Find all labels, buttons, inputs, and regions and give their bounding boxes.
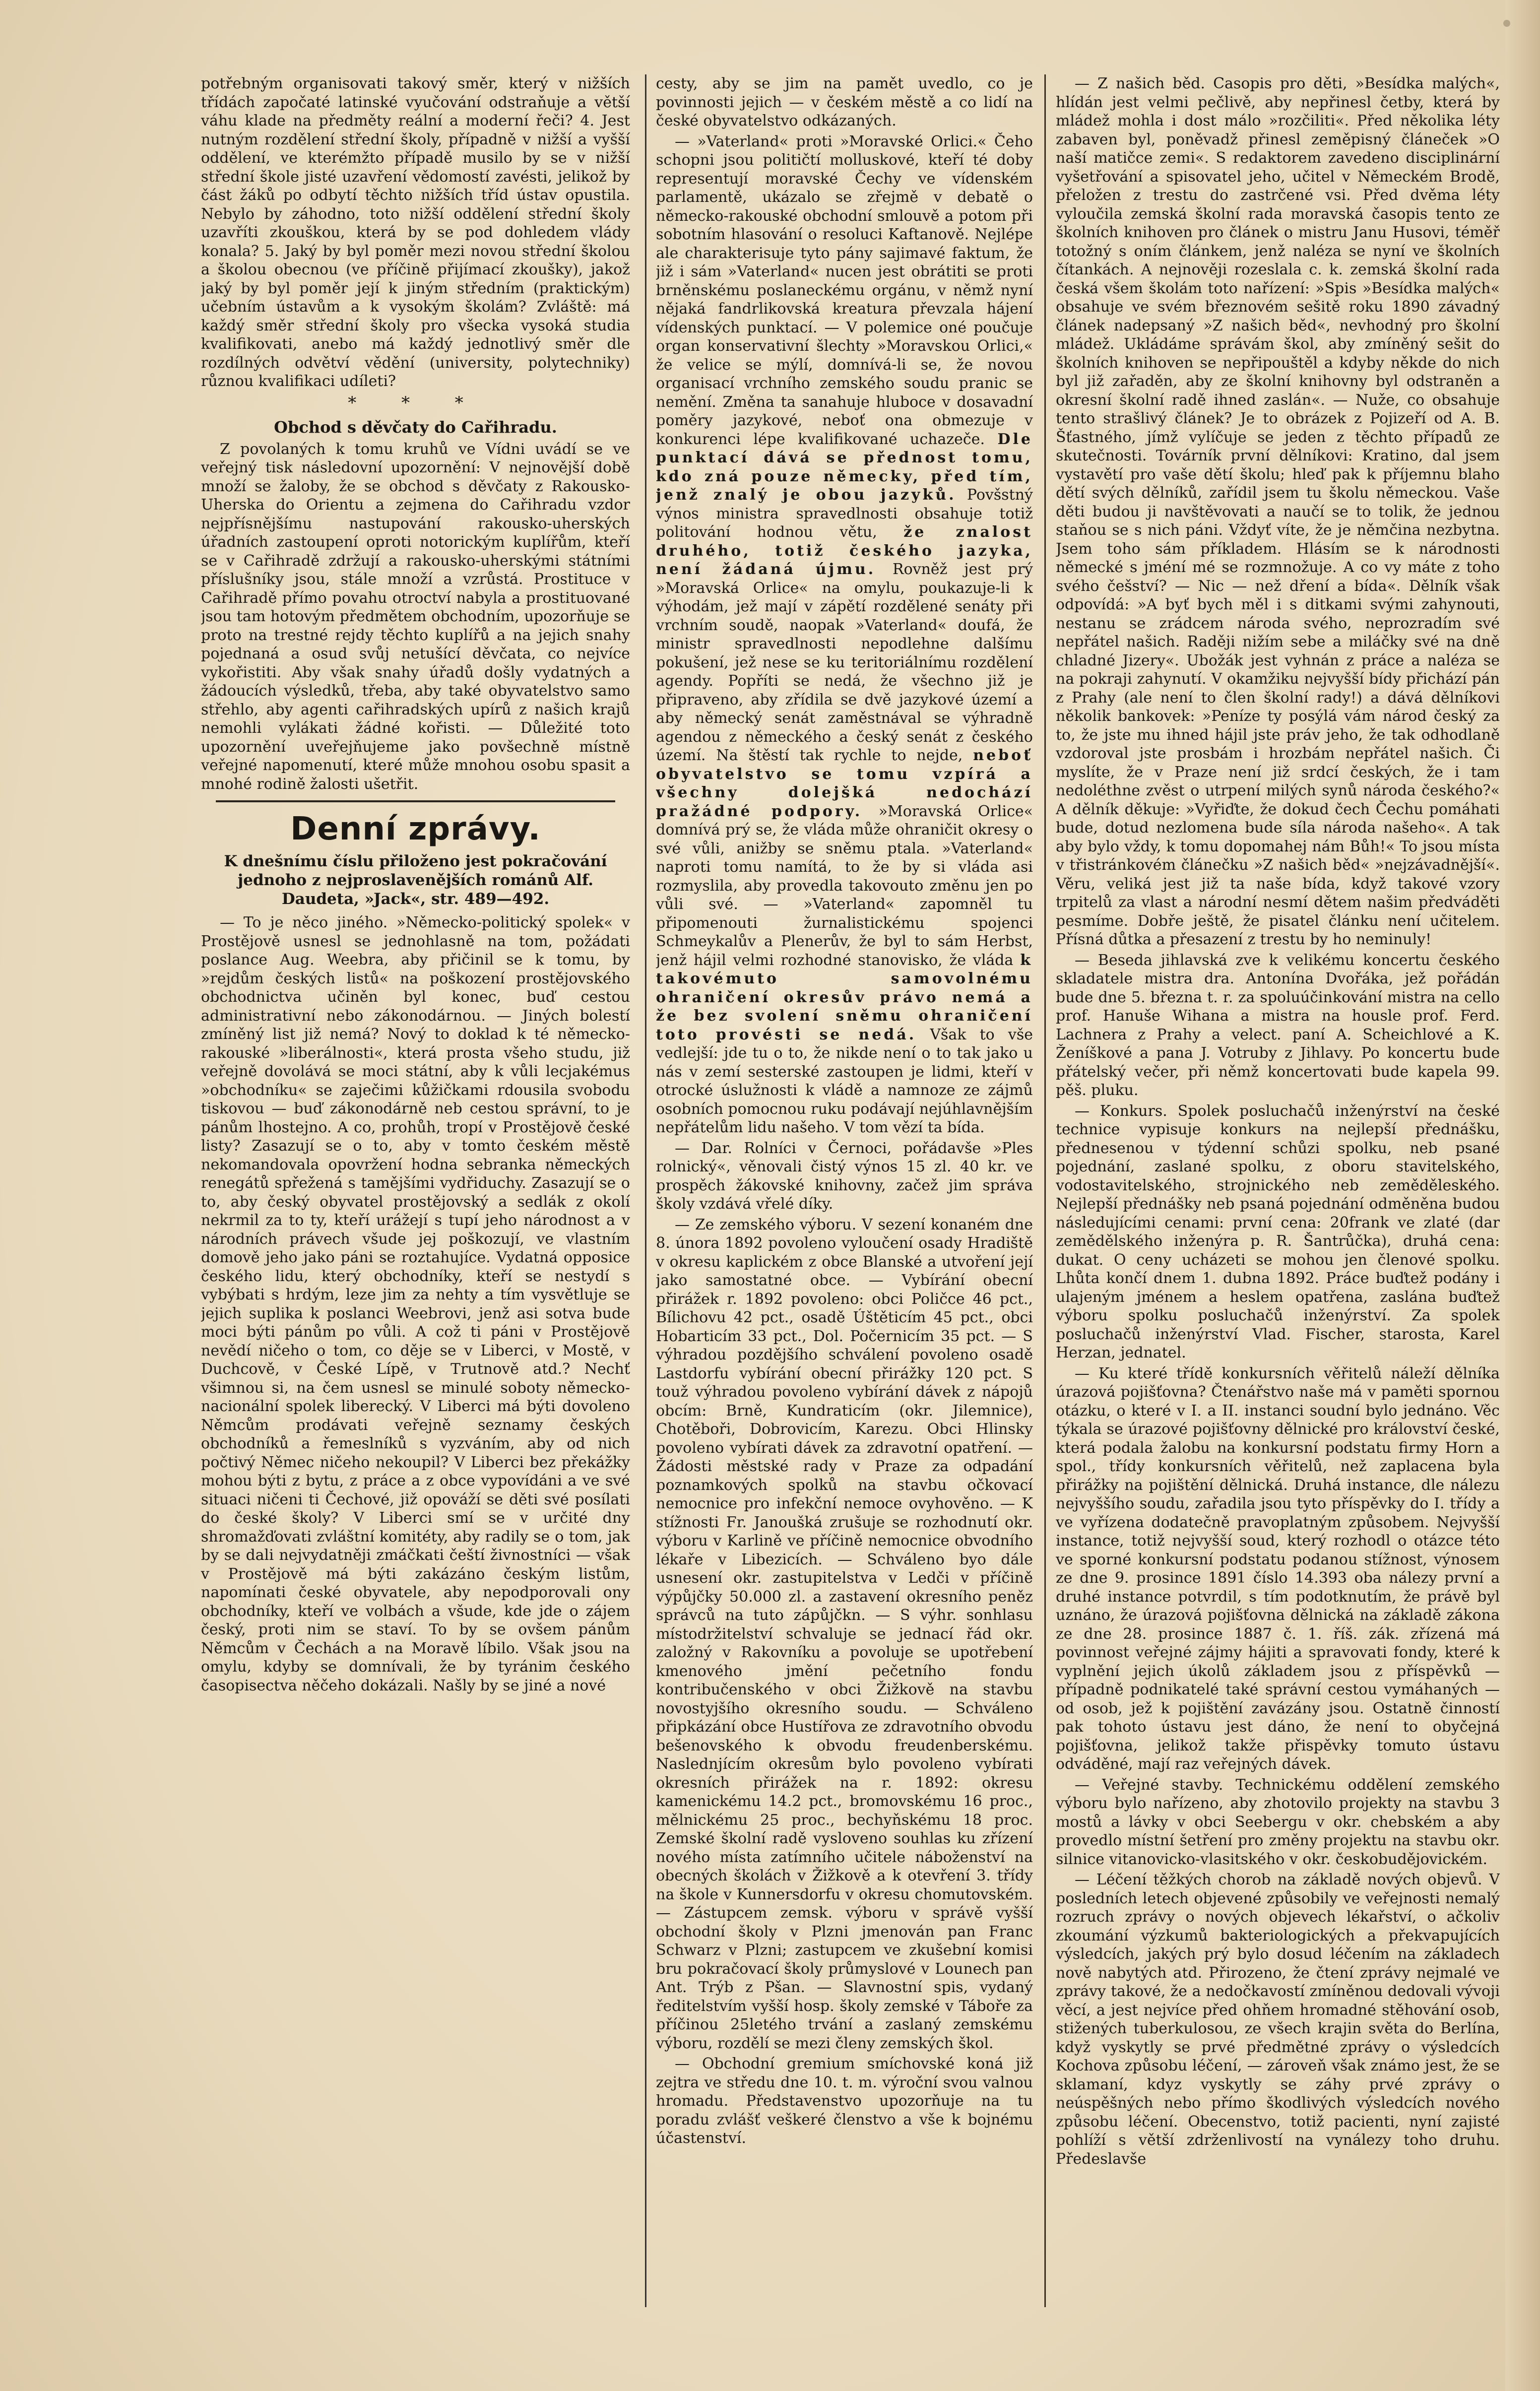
vaterland-text-5: Však to vše vedlejší: jde tu o to, že nikde není o to tak jako u nás v zemí sesterské zastoupen je lidmi, kteří v otrocké úslužnosti k vládě a namnoze ze zájmů osobních pomocnou ruku podávají nejúhlavnějším nepřátelům lidu našeho. V tom vězí ta bída.	[656, 1026, 1033, 1136]
article-stavby: — Veřejné stavby. Technickému oddělení zemského výboru bylo nařízeno, aby zhotovilo projekty na stavbu 3 mostů a lávky v obci Seebergu v okr. chebském a aby provedlo místní šetření pro změny projektu na stavbu okr. silnice vitanovicko-vlasitského v okr. českobudějovickém.	[1056, 1776, 1500, 1868]
article-dar: — Dar. Rolníci v Černoci, pořádavše »Ples rolnický«, věnovali čistý výnos 15 zl. 40 kr. ve prospěch žákovské knihovny, začež jim správa školy vzdává vřelé díky.	[656, 1139, 1033, 1213]
column-3	[1056, 74, 1500, 2377]
vaterland-spaced-2: že znalost druhého, totiž českého jazyka, není žádaná újmu.	[656, 523, 1033, 578]
section-masthead: Denní zprávy.	[290, 811, 541, 847]
column-rule-1	[645, 74, 646, 2307]
vaterland-text-3: Rovněž jest prý »Moravská Orlice« na omylu, poukazuje-li k výhodám, jež mají v zápětí rozdělené senáty při vrchním soudě, naopak »Vaterland« doufá, že ministr spravedlnosti nepodlehne dalšímu pokušení, jež nese se ku teritoriálnímu rozdělení agendy. Popříti se nedá, že všechno již je připraveno, aby zřídila se dvě jazykové území a aby německý senát zaměstnával se výhradně agendou z německého a český senát z českého území. Na štěstí tak rychle to nejde,	[656, 561, 1033, 764]
page-edge	[1505, 0, 1540, 2391]
column-rule-2	[1044, 74, 1046, 2307]
article-zemsky-vybor: — Ze zemského výboru. V sezení konaném dne 8. února 1892 povoleno vyloučení osady Hradiště v okresu kaplickém z obce Blanské a utvoření její jako samostatné obce. — Vybírání obecní přirážek r. 1892 povoleno: obci Poličce 46 pct., Bílichovu 42 pct., osadě Úštěticím 45 pct., obci Hobarticím 33 pct., Dol. Počernicím 35 pct. — S výhradou pozdějšího schválení povoleno osadě Lastdorfu vybírání obecní přirážky 120 pct. S touž výhradou povoleno vybírání dávek z nápojů obcím: Brně, Kundraticím (okr. Jilemnice), Chotěboři, Dobrovicím, Karezu. Obci Hlinsky povoleno vybírati dávek za zdravotní opatření. — Žádosti městské rady v Praze za odpadání poznamkových spolků na stavbu očkovací nemocnice pro infekční nemoce ovyhověno. — K stížnosti Fr. Janoušká zrušuje se rozhodnutí okr. výboru v Karlině ve příčině nemocnice obvodního lékaře v Libezicích. — Schváleno byo dále usnesení okr. zastupitelstva v Ledči v příčině výpůjčky 50.000 zl. a zastavení okresního peněz správců na tuto zápůjčkn. — S výhr. sonhlasu místodržitelství schvaluje se jednací řád okr. založný v Rakovníku a povoluje se upotřebení kmenového jmění pečetního fondu kontribučenského v obci Žižkově na stavbu novostyjšího okresního soudu. — Schváleno připkázání obce Hustířova ze zdravotního obvodu bešenovského k obvodu freudenberskému. Naslednjícím okresům bylo povoleno vybírati okresních přirážek na r. 1892: okresu kamenickému 14.2 pct., bromovskému 16 proc., mělnickému 25 proc., bechyňskému 18 proc. Zemské školní radě vysloveno souhlas ku zřízení nového místa zatímního učitele náboženství na obecných školách v Žižkově a k otevření 3. třídy na škole v Kunnersdorfu v okresu chomutovském. — Zástupcem zemsk. výboru v správě vyšší obchodní školy v Plzni jmenován pan Franc Schwarz v Plzni; zastupcem ve zkušební komisi bru pokračovací školy průmyslové v Lounech pan Ant. Trýb z Pšan. — Slavnostní spis, vydaný ředitelstvím vyšší hosp. školy zemské v Táboře za příčinou 25letého trvání a zaslaný zemskému výboru, rozdělí se mezi členy zemských škol.	[656, 1216, 1033, 2052]
section-divider	[216, 800, 615, 802]
column-1	[201, 74, 630, 2377]
article-prostejov: — To je něco jiného. »Německo-politický spolek« v Prostějově usnesl se jednohlasně na tom, požádati poslance Aug. Weebra, aby přičinil se k tomu, by »rejdům českých listů« na poškození prostějovského obchodnictva učiněn byl konec, buď cestou administrativní nebo zákonodárnou. — Jiných bolestí zmíněný list již nemá? Nový to doklad k té německo-rakouské »liberálnosti«, která prosta všeho studu, již veřejně dovolává se moci státní, aby k vůli lecjakémus »obchodníku« se zaječimi kůžičkami rdousila svobodu tiskovou — buď zákonodárně neb cestou správní, to je pánům lhostejno. A co, prohůh, tropí v Prostějově české listy? Zasazují se o to, aby v tomto českém městě nekomandovala opovržení hodna sebranka německých renegátů spřežená s tamějšími vydřiduchy. Zasazují se o to, aby český obyvatel prostějovský a sedlák z okolí nekrmil za to ty, kteří urážejí s tupí jeho národnost a v národních právech všude jej poškozují, ve vlastním domově jeho jako páni se roztahujíce. Vydatná opposice českého lidu, který obchodníky, kteří se nestydí s vybýbati s hrdým, leze jim za nehty a tím vysvětluje se jejich suplika k poslanci Weebrovi, jenž asi sotva bude moci býti pánům po vůli. A což ti páni v Prostějově nevědí ničeho o tom, co děje se v Liberci, v Mostě, v Duchcově, v České Lípě, v Trutnově atd.? Nechť všimnou si, na čem usnesl se minulé soboty německo-nacionální spolek liberecký. V Liberci má býti dovoleno Němcům prodávati veřejně seznamy českých obchodníků a řemeslníků s vyzváním, aby od nich počtivý Němec ničeho nekoupil? V Liberci bez překážky mohou býti z bytu, z práce a z obce vypovídáni a ve své situaci ničeni ti Čechové, již opováží se děti své posílati do české školy? V Liberci smí se v určité dny shromažďovati zvláštní komitéty, aby radily se o tom, jak by se dali nejvydatněji zmáčkati čeští živnostníci — však v Prostějově má býti zakázáno českým listům, napomínati české obyvatele, aby nepodporovali ony obchodníky, kteří ve volbách a všude, kde jde o zájem český, proti nim se staví. To by se ovšem pánům Němcům v Čechách a na Moravě líbilo. Však jsou na omylu, kdyby se domnívali, že by tyránim českého časopisectva něčeho dokázali. Našly by se jiné a nové	[201, 914, 630, 1694]
vaterland-spaced-4: k takovémuto samovolnému ohraničení okresův právo nemá a že bez svolení sněmu ohraničení toto provésti se nedá.	[656, 951, 1033, 1043]
article-nasich-bed: — Z našich běd. Casopis pro děti, »Besídka malých«, hlídán jest velmi pečlivě, aby nepřinesl četby, která by mládež mohla i dost málo »rozčiliti«. Před několika léty zabaven byl, poněvadž přinesl zeměpisný článeček »O naší matičce zemi«. S redaktorem zavedeno disciplinární vyšetřování a spisovatel jeho, učitel v Německém Brodě, přeložen z trestu do zastrčené vsi. Před dvěma léty vyloučila zemská školní rada moravská časopis tento ze školních knihoven pro článek o mistru Janu Husovi, téměř totožný s oním článkem, jenž naléza se nyní ve školních čítankách. A nejnověji rozeslala c. k. zemská školní rada česká všem školám toto nařízení: »Spis »Besídka malých« obsahuje ve svém březnovém sešitě roku 1890 závadný článek nadepsaný »Z našich běd«, nevhodný pro školní mládež. Ukládáme správám škol, aby zmíněný sešit do školních knihoven se nepřipouštěl a kdyby někde do nich byl již zařaděn, aby ze školní knihovny byl odstraněn a okresní školní radě ihned zaslán«. — Nuže, co obsahuje tento strašlivý článek? Je to obrázek z Pojizeří od A. B. Šťastného, jímž vylíčuje se jeden z těchto případů ze skutečnosti. Továrník první dělníkovi: Kratino, dal jsem vystavětí pro vaše dětí školu; hleď pak k příjemnu blaho dětí svých dělníků, zařídil jsem tu školu německou. Vaše děti budou ji navštěvovati a naučí se to tolik, že jednou staňou se s nich páni. Vždyť víte, že je němčina nezbytna. Jsem toho sám příkladem. Hlásím se k národnosti německé s jméní mé se rozmnožuje. A co vy máte z toho svého češství? — Nic — než dření a bída«. Dělník však odpovídá: »A byť bych měl i s ditkami svými zahynouti, nestanu se zrádcem národa svého, neprozradím své nepřátel našich. Raději nižím sebe a miláčky své na dně chladné Jizery«. Ubožák jest vyhnán z práce a naléza se na pokraji zahynutí. V okamžiku nejvyšší bídy přichází pán z Prahy (ale není to člen školní rady!) a dává dělníkovi několik bankovek: »Peníze ty posýlá vám národ český za to, že jste mu ihned hájil jste práv jeho, že tak odhodlaně vzdoroval jste prosbám i hrozbám nepřátel našich. Či myslíte, že v Praze není již srdcí českých, že i tam nedoléthne zvěst o utrpení milých synů národa českého?« A dělník děkuje: »Vyřiďte, že dokud čech Čechu pomáhati bude, dotud nezlomena bude síla národa našeho«. A tak aby bylo vždy, k tomu dopomahej nám Bůh!« To jsou místa v třistránkovém článečku »Z našich běd« »nejzávadnější«. Věru, veliká jest již ta naše bída, když takové vzory trpitelů za vlast a národní nesmí dětem našim předváděti pesmíme. Dobře ještě, že pisatel článku není učitelem. Přísná důtka a přesazení z trestu by ho neminuly!	[1056, 75, 1500, 948]
article-intro: potřebným organisovati takový směr, který v nižších třídách započaté latinské vyučování odstraňuje a větší váhu klade na předměty reální a moderní řeči? 4. Jest nutným rozdělení střední školy, případně v nižší a vyšší oddělení, ve kterémžto případě musilo by se v nižší střední škole jisté uzavření vědomostí zavésti, jelikož by část žáků po odbytí těchto nižších tříd ústav opustila. Nebylo by záhodno, toto nižší oddělení střední školy uzavříti zkouškou, která by se pod dohledem vlády konala? 5. Jaký by byl poměr mezi novou střední školou a školou obecnou (ve příčině přijímací zkoušky), jakož jaký by byl poměr její k jiným středním (praktickým) učebním ústavům a k vysokým školám? Zvláště: má každý směr střední školy pro všecka vysoká studia kvalifikovati, anebo má každý jednotlivý směr dle rozdílných odvětví vědění (university, polytechniky) různou kvalifikaci udíleti?	[201, 75, 630, 390]
article-leceni: — Léčení těžkých chorob na základě nových objevů. V posledních letech objevené způsobily ve veřejnosti nemalý rozruch zprávy o nových objevech lékařství, o ačkoliv zkoumání výzkumů bakteriologických a překvapujících výsledcích, jakých prý bylo dosud léčením na základech nově nabytých atd. Přirozeno, že čtení zprávy nejmalé ve zprávy takové, že a nedočkavostí zmíněnou dedovali vývoji věcí, a jest nejvíce před ohňem hromadné stěhování osob, stižených tuberkulosou, ze všech krajin světa do Berlína, když vyskytly se prvé předmětné zprávy o výsledcích Kochova způsobu léčení, — zároveň však známo jest, že se sklamaní, kdyz vyskytly se záhy prvé zprávy o neúspěšných nebo přímo škodlivých výsledcích nového způsobu léčení. Obecenstvo, totiž pacienti, nyní zajisté pohlíží s větší zdrženlivostí na vynálezy toho druhu. Předeslavše	[1056, 1871, 1500, 2168]
section-stars: * * *	[348, 392, 483, 413]
article-gremium: — Obchodní gremium smíchovské koná již zejtra ve středu dne 10. t. m. výroční svou valnou hromadu. Představenstvo upozorňuje na tu poradu zvlášť veškeré členstvo a vše k bojnému účastenství.	[656, 2055, 1033, 2147]
article-beseda: — Beseda jihlavská zve k velikému koncertu českého skladatele mistra dra. Antonína Dvořáka, jež pořádán bude dne 5. března t. r. za spoluúčinkování mistra na cello prof. Hanuše Wihana a mistra na housle prof. Ferd. Lachnera z Prahy a velect. paní A. Scheichlové a K. Ženíškové a pana J. Votruby z Jihlavy. Po koncertu bude přátelský večer, při němž koncertovati bude kapela 99. pěš. pluku.	[1056, 951, 1500, 1099]
article-heading-obchod: Obchod s děvčaty do Cařihradu.	[274, 418, 557, 437]
supplement-notice: K dnešnímu číslu přiloženo jest pokračování jednoho z nejproslavenějších románů Alf. Daudeta, »Jack«, str. 489—492.	[224, 852, 607, 908]
paper-spot	[1503, 20, 1510, 27]
article-obchod-text: Z povolaných k tomu kruhů ve Vídni uvádí se ve veřejný tisk následovní upozornění: V nejnovější době množí se žaloby, že se obchod s děvčaty z Rakousko-Uherska do Orientu a zejmena do Cařihradu vzdor nejpřísnějšímu nastupování rakousko-uherských úřadních zastoupení oproti notorickým kuplířům, kteří se v Cařihradě zdržují a rakousko-uherskými státními příslušníky jsou, stále množí a vzrůstá. Prostituce v Cařihradě přímo povahu otroctví nabyla a prostituované jsou tam hotovým předmětem obchodním, upozorňuje se proto na trestné rejdy těchto kuplířů a na jejich snahy pojednaná a osud svůj netušící děvčata, co nejvíce vykořistiti. Aby však snahy úřadů došly vydatných a žádoucích výsledků, třeba, aby také obyvatelstvo samo střehlo, aby agenti cařihradských upírů z našich krajů nemohli vylákati žádné kořisti. — Důležité toto upozornění uveřejňujeme jako povšechně místně veřejné napomenutí, které může mnohou osobu spasit a mnohé rodině žalosti ušetřit.	[201, 440, 630, 793]
article-continuation: cesty, aby se jim na pamět uvedlo, co je povinnosti jejich — v českém městě a co lidí na české obyvatelstvo odkázaných.	[656, 75, 1033, 129]
column-2	[656, 74, 1033, 2377]
article-vaterland	[656, 132, 1033, 1137]
article-pojistovna: — Ku které třídě konkursních věřitelů náleží dělníka úrazová pojišťovna? Čtenářstvo naše má v paměti spornou otázku, o které v I. a II. instanci soudní bylo jednáno. Věc týkala se úrazové pojišťovny dělnické pro království české, která podala žalobu na konkursní podstatu firmy Horn a spol., třídy konkursních věřitelů, než zaplacena byla přirážky na pojištění dělnická. Druhá instance, dle nálezu nejvyššího soudu, zařadila jsou tyto příspěvky do I. třídy a ve vyřízena dodatečně pravoplatným způsobem. Nejvyšší instance, totiž nejvyšší soud, který rozhodl o otázce této ve sporné konkursní podstatu podanou stížnost, výnosem ze dne 9. prosince 1891 číslo 14.393 oba nálezy první a druhé instance potvrdil, s tím podotknutím, že právě byl uznáno, že úrazová pojišťovna dělnická na základě zákona ze dne 28. prosince 1887 č. 1. říš. zák. zřízená má povinnost veřejné zájmy hájiti a spravovati fondy, které k vyplnění jejich úkolů základem jsou z příspěvků — případně podnikatelé také správní cestou vymáhaných — od osob, jež k pojištění zavázány jsou. Ostatně činností pak tohoto ústavu jest dáno, že není to obyčejná pojišťovna, jelikož takže přispěvky tomuto ústavu odváděné, mají raz veřejných dávek.	[1056, 1364, 1500, 1773]
vaterland-text-2: Povšstný výnos ministra spravedlnosti obsahuje totiž politování hodnou větu,	[656, 486, 1033, 541]
vaterland-spaced-1: Dle punktací dává se přednost tomu, kdo zná pouze německy, před tím, jenž znalý je obou jazyků.	[656, 430, 1033, 504]
vaterland-spaced-3: neboť obyvatelstvo se tomu vzpírá a všechny dolejšká nedochází pražádné podpory.	[656, 747, 1033, 820]
vaterland-text-4: »Moravská Orlice« domnívá prý se, že vláda může ohraničit okresy o své vůli, anižby se sněmu ptala. »Vaterland« naproti tomu namítá, to že by si vláda asi rozmyslila, aby provedla takovouto změnu jen po vůli své. — »Vaterland« zapomněl tu připomenouti žurnalistickému spojenci Schmeykalův a Plenerův, že byl to sám Herbst, jenž hájil velmi rozhodné stanovisko, že vláda	[656, 802, 1033, 969]
vaterland-text-1: — »Vaterland« proti »Moravské Orlici.« Čeho schopni jsou političtí molluskové, kteří té doby representují moravské Čechy ve vídenském parlamentě, ukázalo se zřejmě v debatě o německo-rakouské obchodní smlouvě a potom při sobotním hlasování o resoluci Kaftanově. Nejlépe ale charakterisuje tyto pány sajimavé faktum, že již i sám »Vaterland« nucen jest obrátiti se proti brněnskému poslaneckému orgánu, v němž nyní nějaká fandrlikovská kreatura převzala hájení vídenských punktací. — V polemice oné poučuje organ konservativní šlechty »Moravskou Orlici,« že velice se mýlí, domnívá-li se, že novou organisací vrchního zemského soudu pranic se nemění. Změna ta sanahuje hluboce v dosavadní poměry jazykové, neboť ona obmezuje v konkurenci lépe kvalifikované uchazeče.	[656, 132, 1033, 448]
article-konkurs: — Konkurs. Spolek posluchačů inženýrství na české technice vypisuje konkurs na nejlepší přednášku, přednesenou v týdenní schůzi spolku, neb psané pojednání, zaslané spolku, z oboru stavitelského, vodostavitelského, strojnického neb zeměděleského. Nejlepší přednášky neb psaná pojednání odměněna budou následujícími cenami: první cena: 20frank ve zlaté (dar zemědělského inženýra p. R. Šantrůčka), druhá cena: dukat. O ceny ucházeti se mohou jen členové spolku. Lhůta končí dnem 1. dubna 1892. Práce buďtež podány i ulajeným jménem a heslem opatřena, zaslána buďtež výboru spolku posluchačů inženýrství. Za spolek posluchačů inženýrství Vlad. Fischer, starosta, Karel Herzan, jednatel.	[1056, 1102, 1500, 1361]
